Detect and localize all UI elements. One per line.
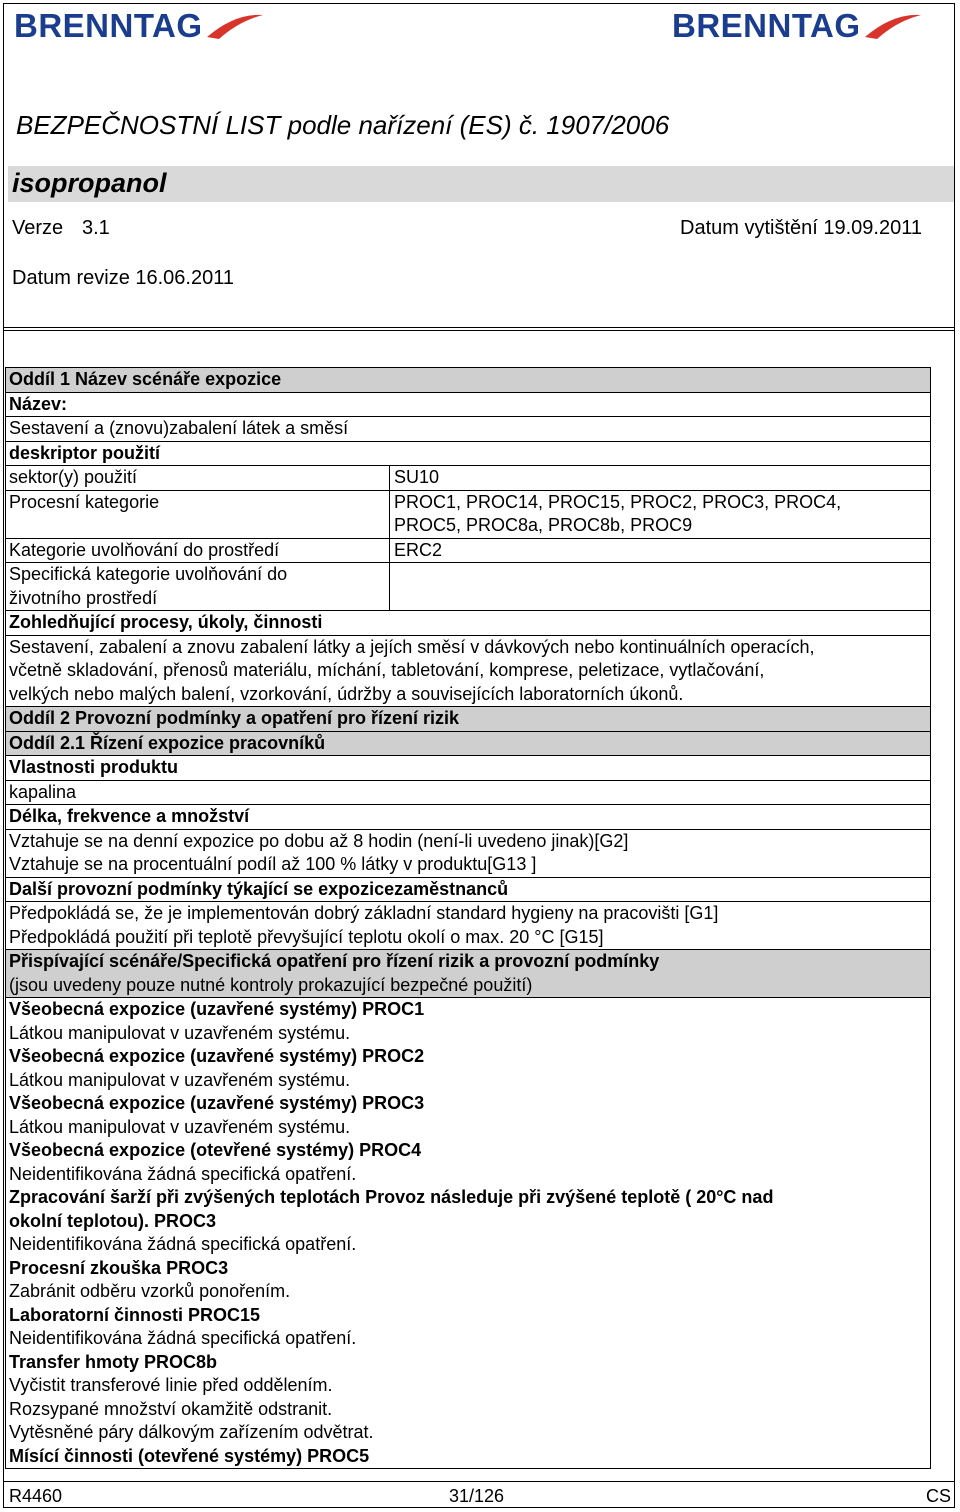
descriptor-label-line: Specifická kategorie uvolňování do [9,564,288,584]
scenario-title: okolní teplotou). PROC3 [9,1210,216,1231]
page-footer [3,1481,955,1508]
section1-heading: Oddíl 1 Název scénáře expozice [6,368,930,393]
other-conditions-text [6,902,930,950]
logo-text: BRENNTAG [672,7,861,44]
logo-swoosh-icon [205,11,265,41]
product-name: isopropanol [12,168,167,198]
processes-line: Sestavení, zabalení a znovu zabalení látky a jejích směsí v dávkových nebo kontinuálních operacích, [9,636,815,657]
print-date: Datum vytištění 19.09.2011 [680,217,922,239]
scenario-text: Neidentifikována žádná specifická opatření. [9,1163,357,1184]
page-number: 31/126 [449,1486,505,1506]
duration-text [6,830,930,878]
revision-date: Datum revize 16.06.2011 [12,267,234,289]
other-conditions-line: Předpokládá použití při teplotě převyšující teplotu okolí o max. 20 °C [G15] [9,926,604,947]
descriptor-row-specific-release [6,563,930,611]
descriptor-value-line: ERC2 [394,539,443,560]
scenario-title: Všeobecná expozice (otevřené systémy) PROC4 [9,1140,422,1160]
duration-label: Délka, frekvence a množství [6,805,930,830]
processes-line: velkých nebo malých balení, vzorkování, údržby a souvisejících laboratorních úkonů. [9,683,684,704]
contributing-heading: Přispívající scénáře/Specifická opatření pro řízení rizik a provozní podmínky [9,951,660,971]
scenario-title: Procesní zkouška PROC3 [9,1257,229,1278]
scenario-text: Neidentifikována žádná specifická opatření. [9,1234,357,1254]
scenario-text: Zabránit odběru vzorků ponořením. [9,1281,291,1301]
descriptor-label-cell: Kategorie uvolňování do prostředí [6,539,390,563]
descriptor-label-cell [6,563,390,610]
descriptor-row-process-category [6,491,930,539]
scenario-title: Transfer hmoty PROC8b [9,1351,218,1372]
document-code: R4460 [9,1486,63,1506]
exposure-scenario-table [5,367,931,1469]
version-label: Verze [12,217,64,239]
processes-text [6,636,930,708]
scenario-text: Látkou manipulovat v uzavřeném systému. [9,1022,351,1043]
scenario-title: Všeobecná expozice (uzavřené systémy) PROC2 [9,1046,425,1066]
other-conditions-line: Předpokládá se, že je implementován dobrý základní standard hygieny na pracovišti [G1] [9,903,719,923]
document-title: BEZPEČNOSTNÍ LIST podle nařízení (ES) č. 1907/2006 [16,110,670,140]
descriptor-value-line: PROC1, PROC14, PROC15, PROC2, PROC3, PROC4, [394,491,842,512]
descriptor-label-line: životního prostředí [9,587,158,608]
language-code: CS [925,1486,951,1506]
duration-line: Vztahuje se na denní expozice po dobu až 8 hodin (není-li uvedeno jinak)[G2] [9,830,629,851]
scenario-text: Látkou manipulovat v uzavřeném systému. [9,1116,351,1137]
descriptor-value-cell [390,563,930,610]
scenario-title: Všeobecná expozice (uzavřené systémy) PROC3 [9,1093,425,1113]
product-properties-value: kapalina [6,781,930,806]
other-conditions-label: Další provozní podmínky týkající se expozicezaměstnanců [6,878,930,903]
logo-swoosh-icon [863,11,923,41]
scenario-title: Zpracování šarží při zvýšených teplotách Provoz následuje při zvýšené teplotě ( 20°C nad [9,1187,774,1207]
descriptor-value-cell [390,539,930,563]
brenntag-logo-left [14,6,265,46]
name-label: Název: [6,393,930,418]
scenario-text: Vytěsněné páry dálkovým zařízením odvětrat. [9,1422,374,1442]
contributing-scenarios-header [6,950,930,998]
section2-heading: Oddíl 2 Provozní podmínky a opatření pro řízení rizik [6,707,930,732]
descriptor-row-environment-release [6,539,930,564]
name-value: Sestavení a (znovu)zabalení látek a směsí [6,417,930,442]
descriptor-value-line: PROC5, PROC8a, PROC8b, PROC9 [394,515,693,535]
duration-line: Vztahuje se na procentuální podíl až 100 % látky v produktu[G13 ] [9,854,537,874]
descriptor-label-cell: Procesní kategorie [6,491,390,538]
header-divider [3,327,955,331]
processes-line: včetně skladování, přenosů materiálu, míchání, tabletování, komprese, peletizace, vytlačování, [9,660,765,680]
scenario-title: Všeobecná expozice (uzavřené systémy) PROC1 [9,999,425,1019]
scenario-text: Neidentifikována žádná specifická opatření. [9,1328,357,1348]
scenario-text: Rozsypané množství okamžitě odstranit. [9,1398,333,1419]
descriptor-value-cell [390,466,930,490]
processes-label: Zohledňující procesy, úkoly, činnosti [6,611,930,636]
scenario-title: Mísící činnosti (otevřené systémy) PROC5 [9,1445,370,1466]
logo-text: BRENNTAG [14,7,203,44]
scenario-title: Laboratorní činnosti PROC15 [9,1304,261,1325]
descriptor-label-cell: sektor(y) použití [6,466,390,490]
scenario-list [6,998,930,1468]
section2-1-heading: Oddíl 2.1 Řízení expozice pracovníků [6,732,930,757]
descriptor-value-line: SU10 [394,467,440,487]
descriptor-value-cell [390,491,930,538]
contributing-note: (jsou uvedeny pouze nutné kontroly prokazující bezpečné použití) [9,974,533,995]
product-properties-label: Vlastnosti produktu [6,756,930,781]
descriptor-label: deskriptor použití [6,442,930,467]
scenario-text: Vyčistit transferové linie před oddělením. [9,1375,333,1395]
version-value: 3.1 [82,217,110,239]
descriptor-row-sector [6,466,930,491]
brenntag-logo-right [672,6,923,46]
scenario-text: Látkou manipulovat v uzavřeném systému. [9,1069,351,1090]
